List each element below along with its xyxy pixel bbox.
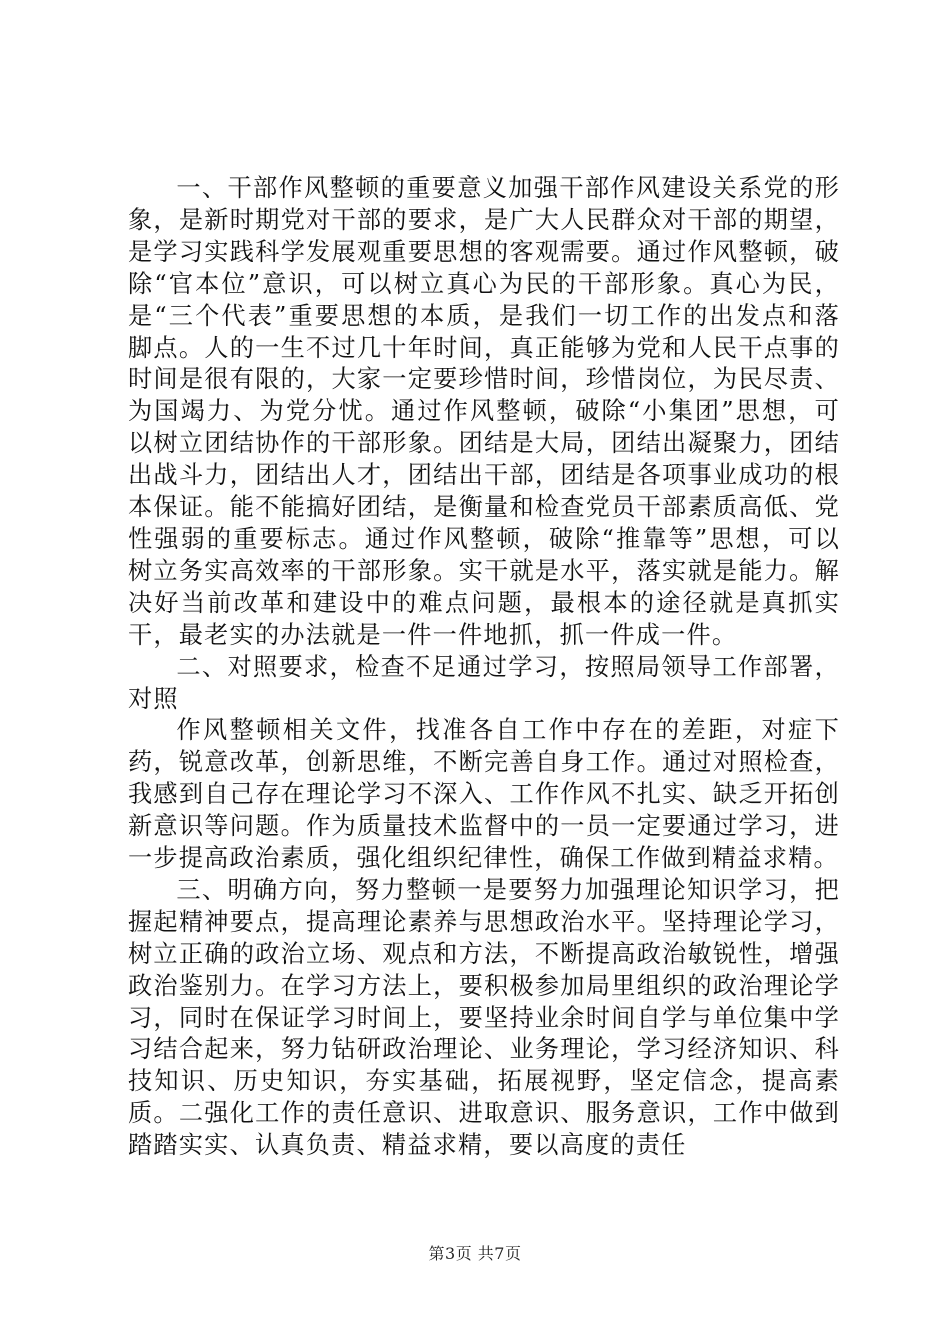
paragraph-2: 二、对照要求，检查不足通过学习，按照局领导工作部署，对照 — [128, 652, 840, 713]
paragraph-3: 作风整顿相关文件，找准各自工作中存在的差距，对症下药，锐意改革，创新思维，不断完善自身工作。通过对照检查，我感到自己存在理论学习不深入、工作作风不扎实、缺乏开拓创新意识等问题。作为质量技术监督中的一员一定要通过学习，进一步提高政治素质，强化组织纪律性，确保工作做到精益求精。 — [128, 716, 840, 873]
page-footer: 第3页 共7页 — [428, 1244, 522, 1263]
paragraph-4: 三、明确方向，努力整顿一是要努力加强理论知识学习，把握起精神要点，提高理论素养与思想政治水平。坚持理论学习，树立正确的政治立场、观点和方法，不断提高政治敏锐性，增强政治鉴别力。在学习方法上，要积极参加局里组织的政治理论学习，同时在保证学习时间上，要坚持业余时间自学与单位集中学习结合起来，努力钻研政治理论、业务理论，学习经济知识、科技知识、历史知识，夯实基础，拓展视野，坚定信念，提高素质。二强化工作的责任意识、进取意识、服务意识，工作中做到踏踏实实、认真负责、精益求精，要以高度的责任 — [128, 875, 840, 1160]
document-body — [128, 173, 840, 1162]
paragraph-1: 一、干部作风整顿的重要意义加强干部作风建设关系党的形象，是新时期党对干部的要求，是广大人民群众对干部的期望，是学习实践科学发展观重要思想的客观需要。通过作风整顿，破除“官本位”意识，可以树立真心为民的干部形象。真心为民，是“三个代表”重要思想的本质，是我们一切工作的出发点和落脚点。人的一生不过几十年时间，真正能够为党和人民干点事的时间是很有限的，大家一定要珍惜时间，珍惜岗位，为民尽责、为国竭力、为党分忧。通过作风整顿，破除“小集团”思想，可以树立团结协作的干部形象。团结是大局，团结出凝聚力，团结出战斗力，团结出人才，团结出干部，团结是各项事业成功的根本保证。能不能搞好团结，是衡量和检查党员干部素质高低、党性强弱的重要标志。通过作风整顿，破除“推靠等”思想，可以树立务实高效率的干部形象。实干就是水平，落实就是能力。解决好当前改革和建设中的难点问题，最根本的途径就是真抓实干，最老实的办法就是一件一件地抓，抓一件成一件。 — [128, 174, 840, 649]
